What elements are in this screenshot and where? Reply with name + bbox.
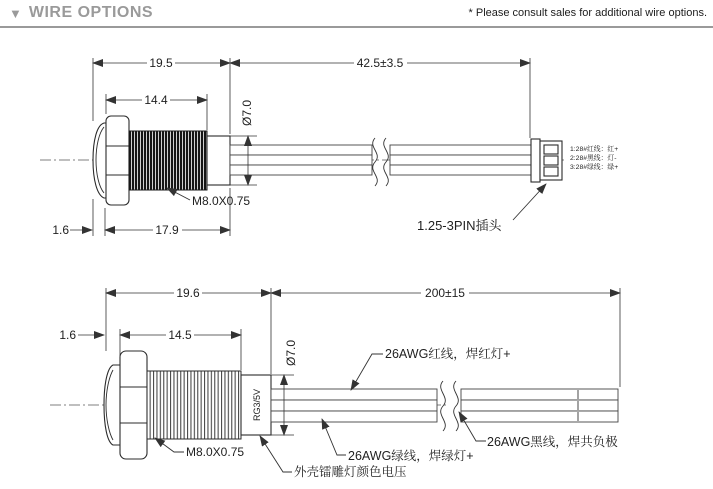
connector-label: 1.25-3PIN插头 [417, 218, 502, 233]
connector-latch [531, 139, 540, 182]
dim-diameter-bottom: Ø7.0 [284, 339, 298, 366]
dim-1-6-bottom: 1.6 [59, 328, 76, 342]
connector-pin [544, 145, 558, 154]
flat-head [104, 365, 122, 445]
dim-17-9: 17.9 [155, 223, 179, 237]
black-wire [461, 400, 618, 411]
pin-label-2: 2:28#黑线：灯- [570, 155, 617, 162]
pin-assignment-labels [570, 144, 618, 171]
technical-drawing [0, 28, 713, 487]
dim-14-5: 14.5 [168, 328, 192, 342]
thread-spec-callout-bottom [155, 438, 244, 459]
bottom-drawing [50, 286, 620, 479]
thread-spec-label-bottom: M8.0X0.75 [186, 445, 245, 459]
bottom-indicator-body [104, 351, 271, 459]
black-wire-label: 26AWG黑线，焊共负极 [487, 435, 618, 449]
wire-break-symbol [373, 138, 378, 186]
thread-spec-label-top: M8.0X0.75 [192, 194, 251, 208]
section-header [0, 0, 713, 28]
top-drawing [40, 56, 618, 237]
connector-callout [417, 184, 546, 233]
sales-note: * Please consult sales for additional wire options. [468, 7, 707, 19]
pin-label-1: 1:28#红线：红+ [570, 146, 619, 153]
threaded-section [129, 131, 207, 190]
top-wires [230, 138, 531, 186]
red-wire [271, 389, 437, 400]
hex-nut [120, 351, 147, 459]
red-wire-label: 26AWG红线，焊红灯+ [385, 347, 511, 361]
red-wire-callout [351, 346, 511, 390]
connector-pin [544, 167, 558, 176]
threaded-section [147, 371, 241, 439]
black-wire [271, 400, 437, 411]
hex-nut [106, 116, 129, 205]
dim-19-6: 19.6 [176, 286, 200, 300]
green-wire-label: 26AWG绿线，焊绿灯+ [348, 449, 474, 463]
bottom-wires [271, 381, 618, 431]
wire-break-symbol [441, 381, 446, 431]
green-wire [461, 411, 618, 422]
dim-diameter-top: Ø7.0 [240, 99, 254, 126]
wire-break-symbol [384, 138, 389, 186]
dim-1-6-top: 1.6 [52, 223, 69, 237]
rear-body [207, 136, 230, 185]
dim-42-5: 42.5±3.5 [356, 56, 404, 70]
top-indicator-body [93, 116, 230, 205]
dim-19-5: 19.5 [149, 56, 173, 70]
body-marking-label: RG3/5V [252, 388, 262, 422]
pin-connector [531, 139, 562, 182]
dim-14-4: 14.4 [144, 93, 168, 107]
green-wire-callout [322, 419, 474, 463]
green-wire [271, 411, 437, 422]
top-thread-spec [167, 188, 250, 208]
connector-pin [544, 156, 558, 165]
red-wire [461, 389, 618, 400]
section-title-group [9, 4, 153, 22]
wire-break-symbol [454, 381, 459, 431]
page-title: WIRE OPTIONS [28, 4, 154, 21]
pin-label-3: 3:28#绿线：绿+ [570, 164, 619, 171]
shell-marking-label: 外壳镭雕灯颜色电压 [294, 465, 407, 479]
dim-200-15: 200±15 [425, 286, 465, 300]
triangle-down-icon: ▼ [9, 5, 22, 21]
